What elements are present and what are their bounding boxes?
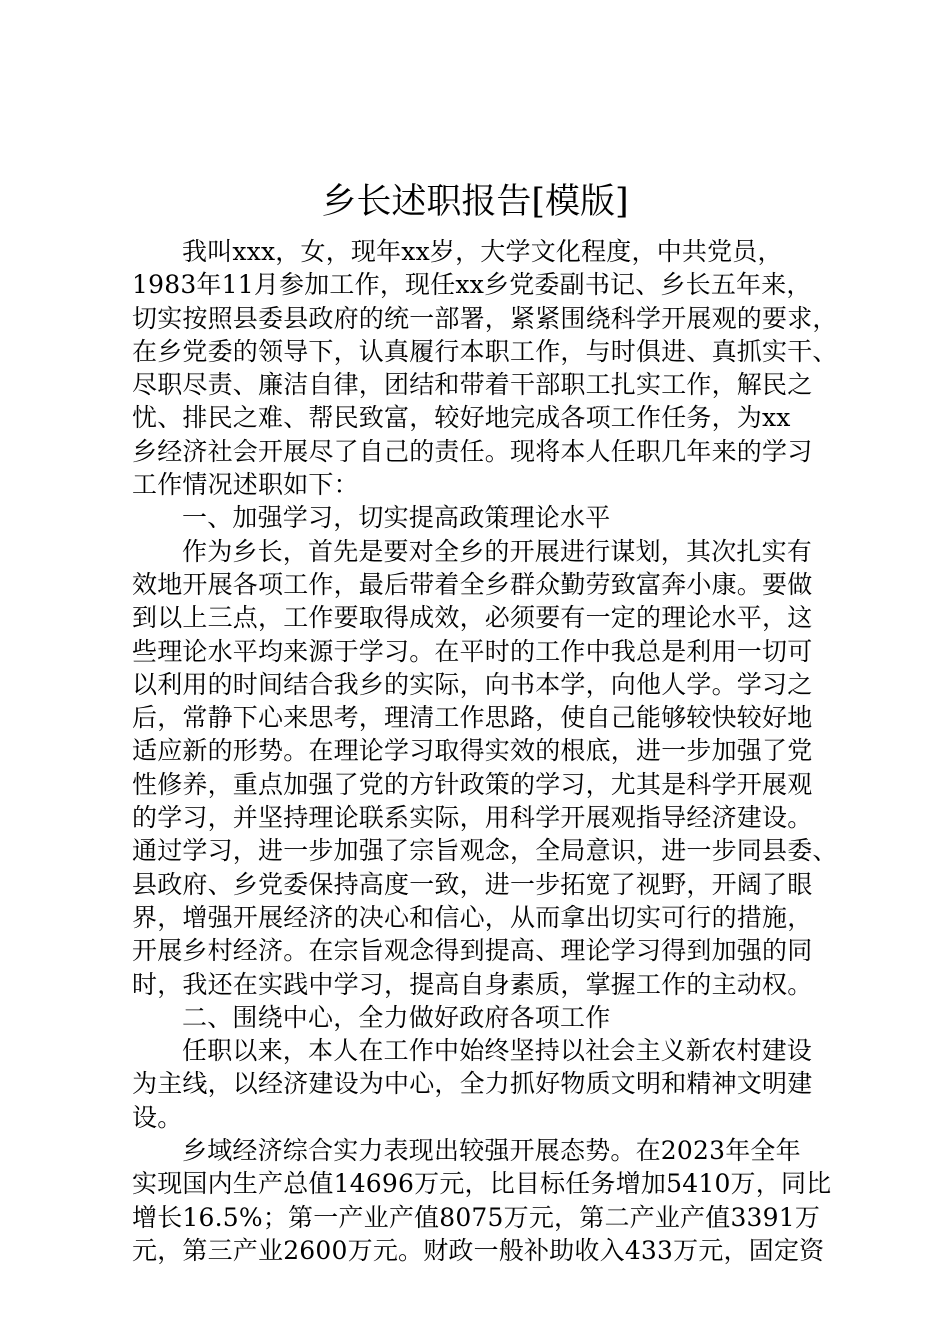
document-line: 任职以来，本人在工作中始终坚持以社会主义新农村建设	[182, 1036, 813, 1066]
document-line: 以利用的时间结合我乡的实际，向书本学，向他人学。学习之	[132, 669, 813, 699]
document-line: 些理论水平均来源于学习。在平时的工作中我总是利用一切可	[132, 636, 813, 666]
document-line: 1983年11月参加工作，现任xx乡党委副书记、乡长五年来，	[132, 270, 812, 300]
document-body	[132, 235, 838, 1267]
document-line: 界，增强开展经济的决心和信心，从而拿出切实可行的措施，	[132, 902, 813, 932]
document-line: 乡经济社会开展尽了自己的责任。现将本人任职几年来的学习	[132, 436, 813, 466]
document-line: 为主线，以经济建设为中心，全力抓好物质文明和精神文明建	[132, 1069, 813, 1099]
document-line: 县政府、乡党委保持高度一致，进一步拓宽了视野，开阔了眼	[132, 869, 813, 899]
document-line: 工作情况述职如下：	[132, 470, 359, 500]
document-line: 尽职尽责、廉洁自律，团结和带着干部职工扎实工作，解民之	[132, 370, 813, 400]
document-line: 实现国内生产总值14696万元，比目标任务增加5410万，同比	[132, 1169, 832, 1199]
document-line: 到以上三点，工作要取得成效，必须要有一定的理论水平，这	[132, 603, 813, 633]
document-line: 二、围绕中心，全力做好政府各项工作	[182, 1002, 611, 1032]
document-title: 乡长述职报告[模版]	[321, 182, 629, 222]
document-line: 在乡党委的领导下，认真履行本职工作，与时俱进、真抓实干、	[132, 336, 838, 366]
document-line: 忧、排民之难、帮民致富，较好地完成各项工作任务，为xx	[132, 403, 791, 433]
document-line: 元，第三产业2600万元。财政一般补助收入433万元，固定资	[132, 1235, 825, 1265]
document-line: 我叫xxx，女，现年xx岁，大学文化程度，中共党员，	[182, 237, 783, 266]
document-line: 一、加强学习，切实提高政策理论水平	[182, 503, 611, 533]
document-line: 增长16.5%；第一产业产值8075万元，第二产业产值3391万	[132, 1202, 821, 1232]
document-line: 适应新的形势。在理论学习取得实效的根底，进一步加强了党	[132, 736, 813, 766]
document-line: 乡域经济综合实力表现出较强开展态势。在2023年全年	[182, 1136, 801, 1166]
document-line: 时，我还在实践中学习，提高自身素质，掌握工作的主动权。	[132, 969, 813, 999]
document-line: 切实按照县委县政府的统一部署，紧紧围绕科学开展观的要求，	[132, 303, 838, 333]
document-line: 性修养，重点加强了党的方针政策的学习，尤其是科学开展观	[132, 769, 813, 799]
document-line: 后，常静下心来思考，理清工作思路，使自己能够较快较好地	[132, 703, 813, 733]
document-line: 开展乡村经济。在宗旨观念得到提高、理论学习得到加强的同	[132, 936, 813, 966]
document-line: 作为乡长，首先是要对全乡的开展进行谋划，其次扎实有	[182, 536, 813, 566]
document-line: 效地开展各项工作，最后带着全乡群众勤劳致富奔小康。要做	[132, 569, 813, 599]
document-line: 的学习，并坚持理论联系实际，用科学开展观指导经济建设。	[132, 803, 813, 833]
document-line: 设。	[132, 1102, 183, 1132]
document-line: 通过学习，进一步加强了宗旨观念，全局意识，进一步同县委、	[132, 836, 838, 866]
